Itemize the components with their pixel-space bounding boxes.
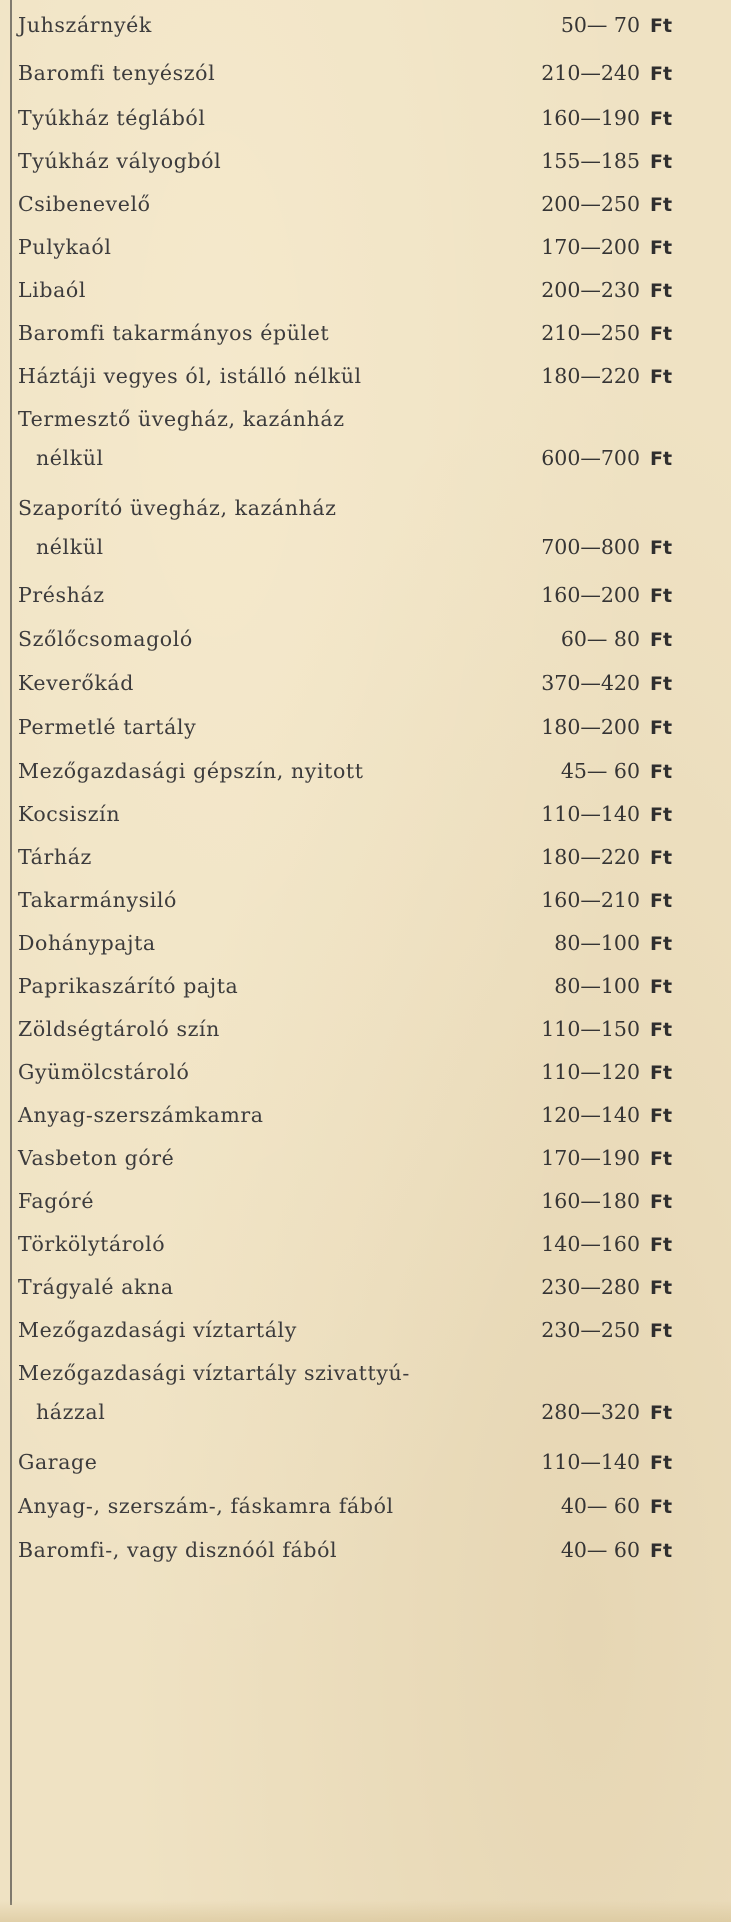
item-name-line: Paprikaszárító pajta — [18, 974, 239, 998]
item-name-line: Törkölytároló — [18, 1232, 166, 1256]
item-name-continuation: házzal — [36, 1400, 106, 1424]
item-name — [18, 1144, 174, 1172]
item-name — [18, 886, 177, 914]
item-name-line: Libaól — [18, 278, 87, 302]
item-price — [508, 843, 688, 872]
item-name-line: Tárház — [18, 845, 92, 869]
item-price — [508, 1448, 688, 1477]
item-price — [508, 276, 688, 305]
price-range: 80—100 — [554, 931, 640, 955]
item-name — [18, 319, 329, 347]
item-price — [508, 1273, 688, 1302]
price-unit: Ft — [650, 761, 673, 783]
price-unit: Ft — [650, 366, 673, 388]
price-range: 155—185 — [541, 149, 640, 173]
item-name-line: Dohánypajta — [18, 931, 156, 955]
price-unit: Ft — [650, 1540, 673, 1562]
item-price — [508, 625, 688, 654]
price-range: 600—700 — [541, 446, 640, 470]
item-price — [508, 669, 688, 698]
item-price — [508, 886, 688, 915]
item-name-line: Mezőgazdasági víztartály szivattyú- — [18, 1361, 410, 1385]
item-name — [18, 362, 362, 390]
price-range: 45— 60 — [560, 759, 640, 783]
item-name — [18, 1230, 165, 1258]
item-price — [508, 1101, 688, 1130]
price-range: 160—190 — [541, 106, 640, 130]
item-name-continuation: nélkül — [36, 535, 104, 559]
item-price — [508, 1058, 688, 1087]
item-price — [508, 104, 688, 133]
item-name-line: Baromfi tenyészól — [18, 61, 216, 85]
price-unit: Ft — [650, 976, 673, 998]
item-price — [508, 713, 688, 742]
item-name-line: Baromfi-, vagy disznóól fából — [18, 1538, 338, 1562]
item-name-line: Juhszárnyék — [18, 13, 152, 37]
item-name-continuation: nélkül — [36, 446, 104, 470]
item-price — [508, 1015, 688, 1044]
item-name — [18, 276, 86, 304]
item-name — [18, 929, 156, 957]
item-price — [508, 800, 688, 829]
item-name-line: Termesztő üvegház, kazánház — [18, 407, 345, 431]
item-name-line: Gyümölcstároló — [18, 1060, 190, 1084]
item-name — [18, 1058, 189, 1086]
price-range: 40— 60 — [560, 1494, 640, 1518]
item-name-line: Trágyalé akna — [18, 1275, 174, 1299]
price-unit: Ft — [650, 448, 673, 470]
item-name — [18, 1187, 94, 1215]
price-range: 210—240 — [541, 61, 640, 85]
left-margin-rule — [10, 0, 12, 1905]
item-price — [508, 147, 688, 176]
item-name-line: Garage — [18, 1450, 98, 1474]
item-name — [18, 1536, 337, 1564]
item-name — [18, 1015, 220, 1043]
price-range: 60— 80 — [560, 627, 640, 651]
item-price — [508, 1316, 688, 1345]
item-name — [18, 1273, 174, 1301]
price-unit: Ft — [650, 1320, 673, 1342]
item-price — [508, 362, 688, 391]
item-name-line: Keverőkád — [18, 671, 134, 695]
price-unit: Ft — [650, 1402, 673, 1424]
item-price — [508, 757, 688, 786]
item-price — [508, 190, 688, 219]
item-price — [508, 1536, 688, 1565]
item-name-line: Fagóré — [18, 1189, 95, 1213]
price-unit: Ft — [650, 1277, 673, 1299]
item-price — [508, 581, 688, 610]
item-name — [18, 1101, 264, 1129]
item-name-line: Baromfi takarmányos épület — [18, 321, 330, 345]
price-range: 230—250 — [541, 1318, 640, 1342]
price-unit: Ft — [650, 1019, 673, 1041]
item-name — [18, 59, 215, 87]
price-range: 160—200 — [541, 583, 640, 607]
item-name-line: Anyag-, szerszám-, fáskamra fából — [18, 1494, 394, 1518]
price-unit: Ft — [650, 15, 673, 37]
item-name — [18, 669, 134, 697]
price-range: 180—220 — [541, 364, 640, 388]
price-range: 110—150 — [541, 1017, 640, 1041]
price-range: 50— 70 — [560, 13, 640, 37]
item-name — [18, 405, 345, 472]
item-name — [18, 1316, 297, 1344]
item-name — [18, 494, 337, 561]
item-name-line: Háztáji vegyes ól, istálló nélkül — [18, 364, 362, 388]
item-name-line: Tyúkház téglából — [18, 106, 206, 130]
item-name — [18, 1448, 97, 1476]
price-unit: Ft — [650, 1148, 673, 1170]
item-name — [18, 972, 238, 1000]
price-unit: Ft — [650, 585, 673, 607]
price-unit: Ft — [650, 237, 673, 259]
item-name — [18, 104, 206, 132]
item-name-line: Permetlé tartály — [18, 715, 197, 739]
price-range: 200—230 — [541, 278, 640, 302]
item-name — [18, 233, 111, 261]
item-name-line: Csibenevelő — [18, 192, 151, 216]
item-name-line: Takarmánysiló — [18, 888, 177, 912]
price-range: 40— 60 — [560, 1538, 640, 1562]
item-name — [18, 800, 120, 828]
paper-bottom-edge — [0, 1900, 731, 1922]
price-unit: Ft — [650, 1191, 673, 1213]
price-range: 180—220 — [541, 845, 640, 869]
item-name — [18, 713, 196, 741]
price-range: 110—140 — [541, 802, 640, 826]
price-range: 160—180 — [541, 1189, 640, 1213]
item-name-line: Szaporító üvegház, kazánház — [18, 496, 337, 520]
item-name — [18, 1492, 394, 1520]
item-price — [508, 533, 688, 562]
item-price — [508, 1187, 688, 1216]
price-unit: Ft — [650, 1452, 673, 1474]
item-price — [508, 929, 688, 958]
price-unit: Ft — [650, 151, 673, 173]
item-price — [508, 11, 688, 40]
price-range: 200—250 — [541, 192, 640, 216]
item-name — [18, 190, 151, 218]
price-range: 140—160 — [541, 1232, 640, 1256]
item-name — [18, 147, 221, 175]
item-name — [18, 1359, 410, 1426]
price-unit: Ft — [650, 1496, 673, 1518]
price-unit: Ft — [650, 1234, 673, 1256]
price-range: 110—120 — [541, 1060, 640, 1084]
price-unit: Ft — [650, 847, 673, 869]
price-range: 120—140 — [541, 1103, 640, 1127]
item-name-line: Szőlőcsomagoló — [18, 627, 193, 651]
item-name — [18, 843, 92, 871]
price-range: 280—320 — [541, 1400, 640, 1424]
item-price — [508, 444, 688, 473]
price-unit: Ft — [650, 194, 673, 216]
price-unit: Ft — [650, 537, 673, 559]
price-range: 700—800 — [541, 535, 640, 559]
price-range: 230—280 — [541, 1275, 640, 1299]
item-name-line: Mezőgazdasági gépszín, nyitott — [18, 759, 364, 783]
item-price — [508, 1398, 688, 1427]
item-price — [508, 1230, 688, 1259]
price-unit: Ft — [650, 717, 673, 739]
item-name-line: Pulykaól — [18, 235, 112, 259]
price-unit: Ft — [650, 890, 673, 912]
item-name-line: Présház — [18, 583, 105, 607]
price-unit: Ft — [650, 108, 673, 130]
item-name-line: Anyag-szerszámkamra — [18, 1103, 264, 1127]
price-range: 160—210 — [541, 888, 640, 912]
item-price — [508, 319, 688, 348]
item-name — [18, 757, 364, 785]
item-name-line: Kocsiszín — [18, 802, 121, 826]
item-name — [18, 11, 152, 39]
price-range: 170—200 — [541, 235, 640, 259]
price-unit: Ft — [650, 933, 673, 955]
item-name-line: Vasbeton góré — [18, 1146, 175, 1170]
price-range: 180—200 — [541, 715, 640, 739]
item-name-line: Zöldségtároló szín — [18, 1017, 220, 1041]
item-price — [508, 59, 688, 88]
price-range: 210—250 — [541, 321, 640, 345]
price-range: 170—190 — [541, 1146, 640, 1170]
item-price — [508, 233, 688, 262]
price-unit: Ft — [650, 804, 673, 826]
item-name — [18, 581, 105, 609]
item-name — [18, 625, 193, 653]
item-name-line: Mezőgazdasági víztartály — [18, 1318, 297, 1342]
price-unit: Ft — [650, 280, 673, 302]
item-price — [508, 1492, 688, 1521]
price-unit: Ft — [650, 63, 673, 85]
price-range: 370—420 — [541, 671, 640, 695]
price-range: 80—100 — [554, 974, 640, 998]
item-price — [508, 1144, 688, 1173]
price-unit: Ft — [650, 1062, 673, 1084]
price-unit: Ft — [650, 323, 673, 345]
price-unit: Ft — [650, 673, 673, 695]
price-unit: Ft — [650, 1105, 673, 1127]
item-name-line: Tyúkház vályogból — [18, 149, 222, 173]
price-range: 110—140 — [541, 1450, 640, 1474]
item-price — [508, 972, 688, 1001]
price-unit: Ft — [650, 629, 673, 651]
